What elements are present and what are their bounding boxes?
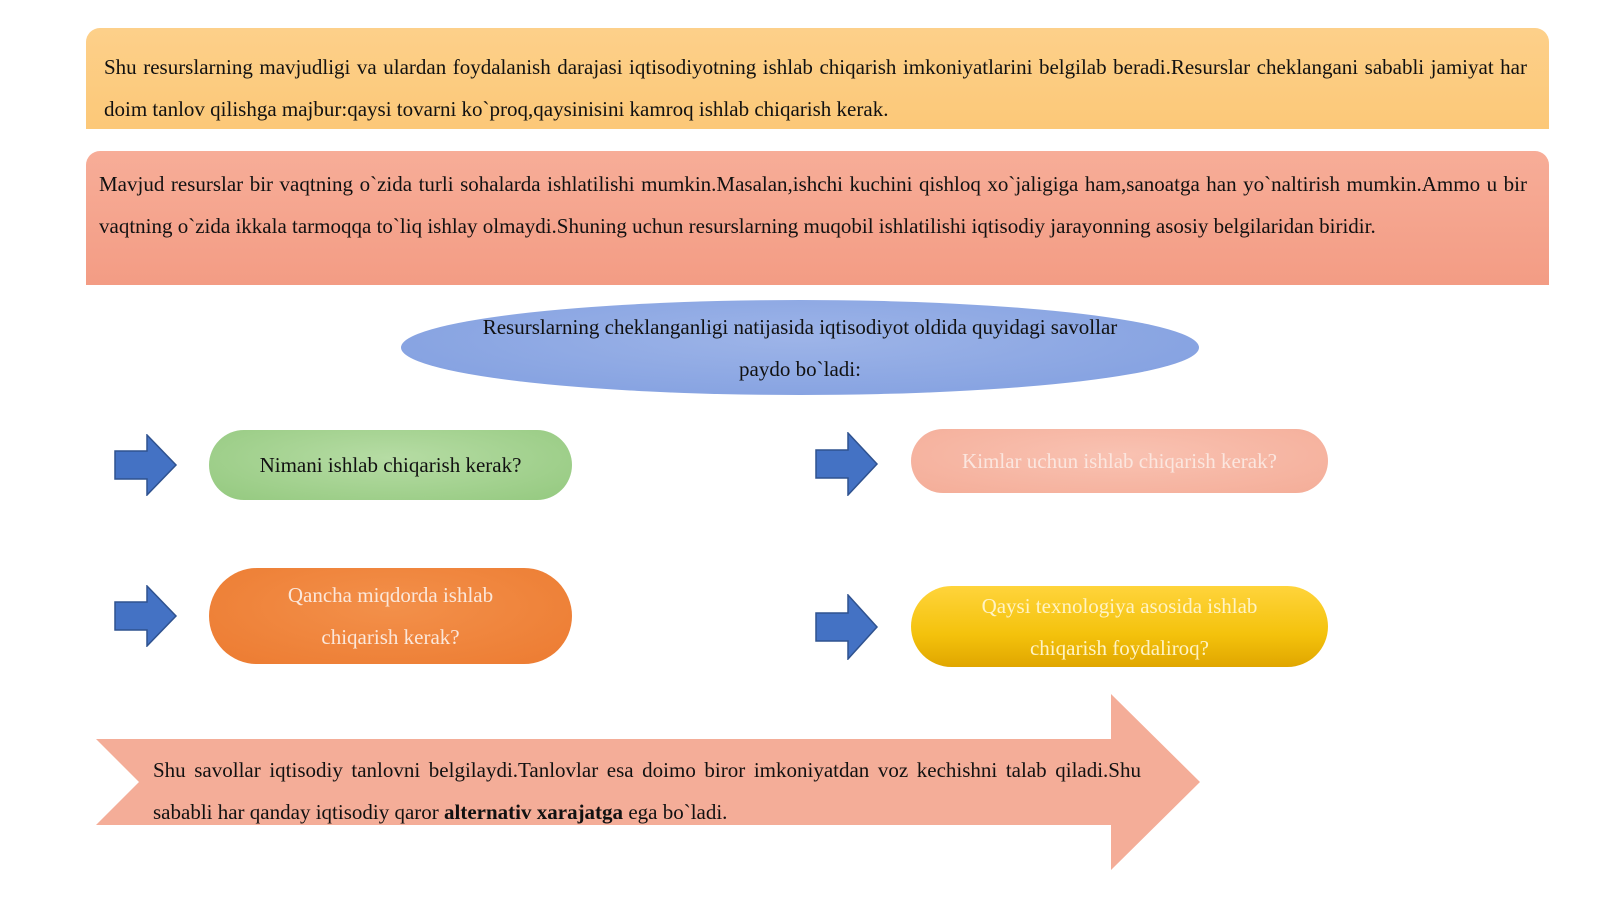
arrow-right-icon bbox=[114, 434, 178, 496]
question-which-technology bbox=[911, 586, 1328, 667]
question-what-to-produce bbox=[209, 430, 572, 500]
question-1-text: Nimani ishlab chiqarish kerak? bbox=[259, 453, 522, 477]
central-question-ellipse bbox=[401, 300, 1199, 395]
question-4-text: Qaysi texnologiya asosida ishlab chiqarish foydaliroq? bbox=[981, 593, 1258, 660]
question-3-text: Kimlar uchun ishlab chiqarish kerak? bbox=[962, 449, 1277, 473]
question-2-text: Qancha miqdorda ishlab chiqarish kerak? bbox=[287, 583, 494, 649]
top-text-box bbox=[86, 28, 1549, 129]
bottom-text-bold: alternativ xarajatga bbox=[444, 800, 624, 824]
middle-box-text: Mavjud resurslar bir vaqtning o`zida turli sohalarda ishlatilishi mumkin.Masalan,ishchi kuchini qishloq xo`jaligiga ham,sanoatga han yo`naltirish mumkin.Ammo u bir vaqtning o`zida ikkala tarmoqqa to`liq ishlay olmaydi.Shuning uchun resurslarning muqobil ishlatilishi iqtisodiy jarayonning asosiy belgilaridan biridir. bbox=[99, 172, 1527, 238]
bottom-text-part1: Shu savollar iqtisodiy tanlovni belgilaydi.Tanlovlar esa doimo biror imkoniyatdan voz kechishni talab qiladi.Shu sababli har qanday iqtisodiy qaror bbox=[153, 758, 1141, 824]
arrow-right-icon bbox=[815, 432, 879, 496]
middle-text-box bbox=[86, 151, 1549, 285]
top-box-text: Shu resurslarning mavjudligi va ulardan foydalanish darajasi iqtisodiyotning ishlab chiqarish imkoniyatlarini belgilab beradi.Resurslar cheklangani sababli jamiyat har doim tanlov qilishga majbur:qaysi tovarni ko`proq,qaysinisini kamroq ishlab chiqarish kerak. bbox=[104, 55, 1527, 121]
central-ellipse-text: Resurslarning cheklanganligi natijasida iqtisodiyot oldida quyidagi savollar paydo bo`ladi: bbox=[482, 314, 1118, 381]
arrow-right-icon bbox=[114, 585, 178, 647]
bottom-text-part2: ega bo`ladi. bbox=[623, 800, 728, 824]
question-how-much-to-produce bbox=[209, 568, 572, 664]
question-for-whom-to-produce bbox=[911, 429, 1328, 493]
arrow-right-icon bbox=[815, 594, 879, 660]
bottom-arrow-text bbox=[153, 749, 1141, 833]
